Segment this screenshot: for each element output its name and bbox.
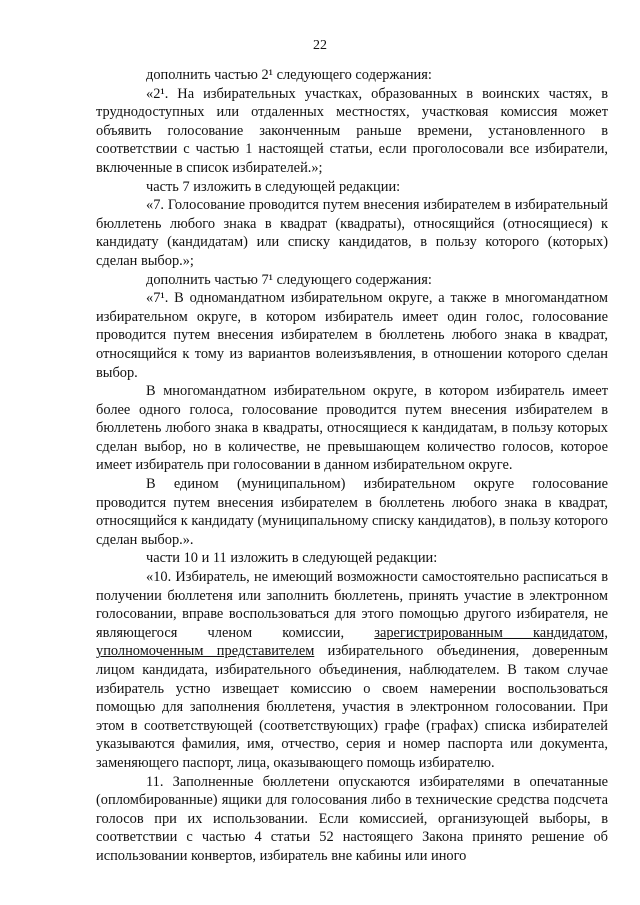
document-body — [96, 66, 608, 866]
paragraph-unified-district: В едином (муниципальном) избирательном округе голосование проводится путем внесения избирателем в бюллетень любого знака в квадрат, относящийся к кандидату (муниципальному списку кандидатов), в пользу которого сделан выбор.». — [96, 476, 608, 548]
paragraph-part-7-1: «7¹. В одномандатном избирательном округе, а также в многомандатном избирательном округе, в котором избиратель имеет один голос, голосование проводится путем внесения избирателем в бюллетень любого знака в квадрат, относящийся к тому из вариантов волеизъявления, в отношении которого сделан выбор. — [96, 290, 608, 381]
underlined-phrase: зарегистрированным кандидатом, уполномоченным представителем — [96, 624, 608, 660]
paragraph-part-2-1: «2¹. На избирательных участках, образованных в воинских частях, в труднодоступных или отдаленных местностях, участковая комиссия может объявить голосование законченным раньше времени, установленного в соответствии с частью 1 настоящей статьи, если проголосовали все избиратели, включенные в список избирателей.»; — [96, 85, 608, 176]
paragraph-intro-7: часть 7 изложить в следующей редакции: — [146, 178, 401, 195]
page-number: 22 — [313, 38, 327, 53]
paragraph-intro-7-1: дополнить частью 7¹ следующего содержания: — [146, 271, 432, 288]
paragraph-part-7: «7. Голосование проводится путем внесения избирателем в избирательный бюллетень любого знака в квадрат (квадраты), относящийся (относящиеся) к кандидату (кандидатам) или списку кандидатов, в пользу которого (которых) сделан выбор.»; — [96, 197, 608, 269]
paragraph-part-10-start: «10. Избиратель, не имеющий возможности самостоятельно расписаться в получении бюллетеня или заполнить бюллетень, принять участие в электронном голосовании, вправе воспользоваться для этого помощью другого избирателя, не являющегося членом комиссии, — [96, 569, 608, 641]
paragraph-intro-10-11: части 10 и 11 изложить в следующей редакции: — [146, 550, 438, 567]
paragraph-part-10-end: избирательного объединения, доверенным лицом кандидата, избирательного объединения, наблюдателем. В таком случае избиратель устно извещает комиссию о своем намерении воспользоваться помощью для заполнения бюллетеня, участия в электронном голосовании. При этом в соответствующей (соответствующих) графе (графах) списка избирателей указываются фамилия, имя, отчество, серия и номер паспорта или документа, заменяющего паспорт, лица, оказывающего помощь избирателю. — [96, 643, 608, 771]
paragraph-intro-2-1: дополнить частью 2¹ следующего содержания: — [146, 67, 432, 83]
paragraph-part-10 — [96, 568, 608, 773]
paragraph-multimandate: В многомандатном избирательном округе, в котором избиратель имеет более одного голоса, голосование проводится путем внесения избирателем в бюллетень любого знака в квадраты, относящиеся к кандидатам, в пользу которых сделан выбор, но в количестве, не превышающем количество голосов, которое имеет избиратель при голосовании в данном избирательном округе. — [96, 383, 608, 474]
paragraph-part-11: 11. Заполненные бюллетени опускаются избирателями в опечатанные (опломбированные) ящики для голосования либо в технические средства подсчета голосов при их использовании. Если комиссией, организующей выборы, в соответствии с частью 4 статьи 52 настоящего Закона принято решение об использовании конвертов, избиратель вне кабины или иного — [96, 773, 608, 864]
